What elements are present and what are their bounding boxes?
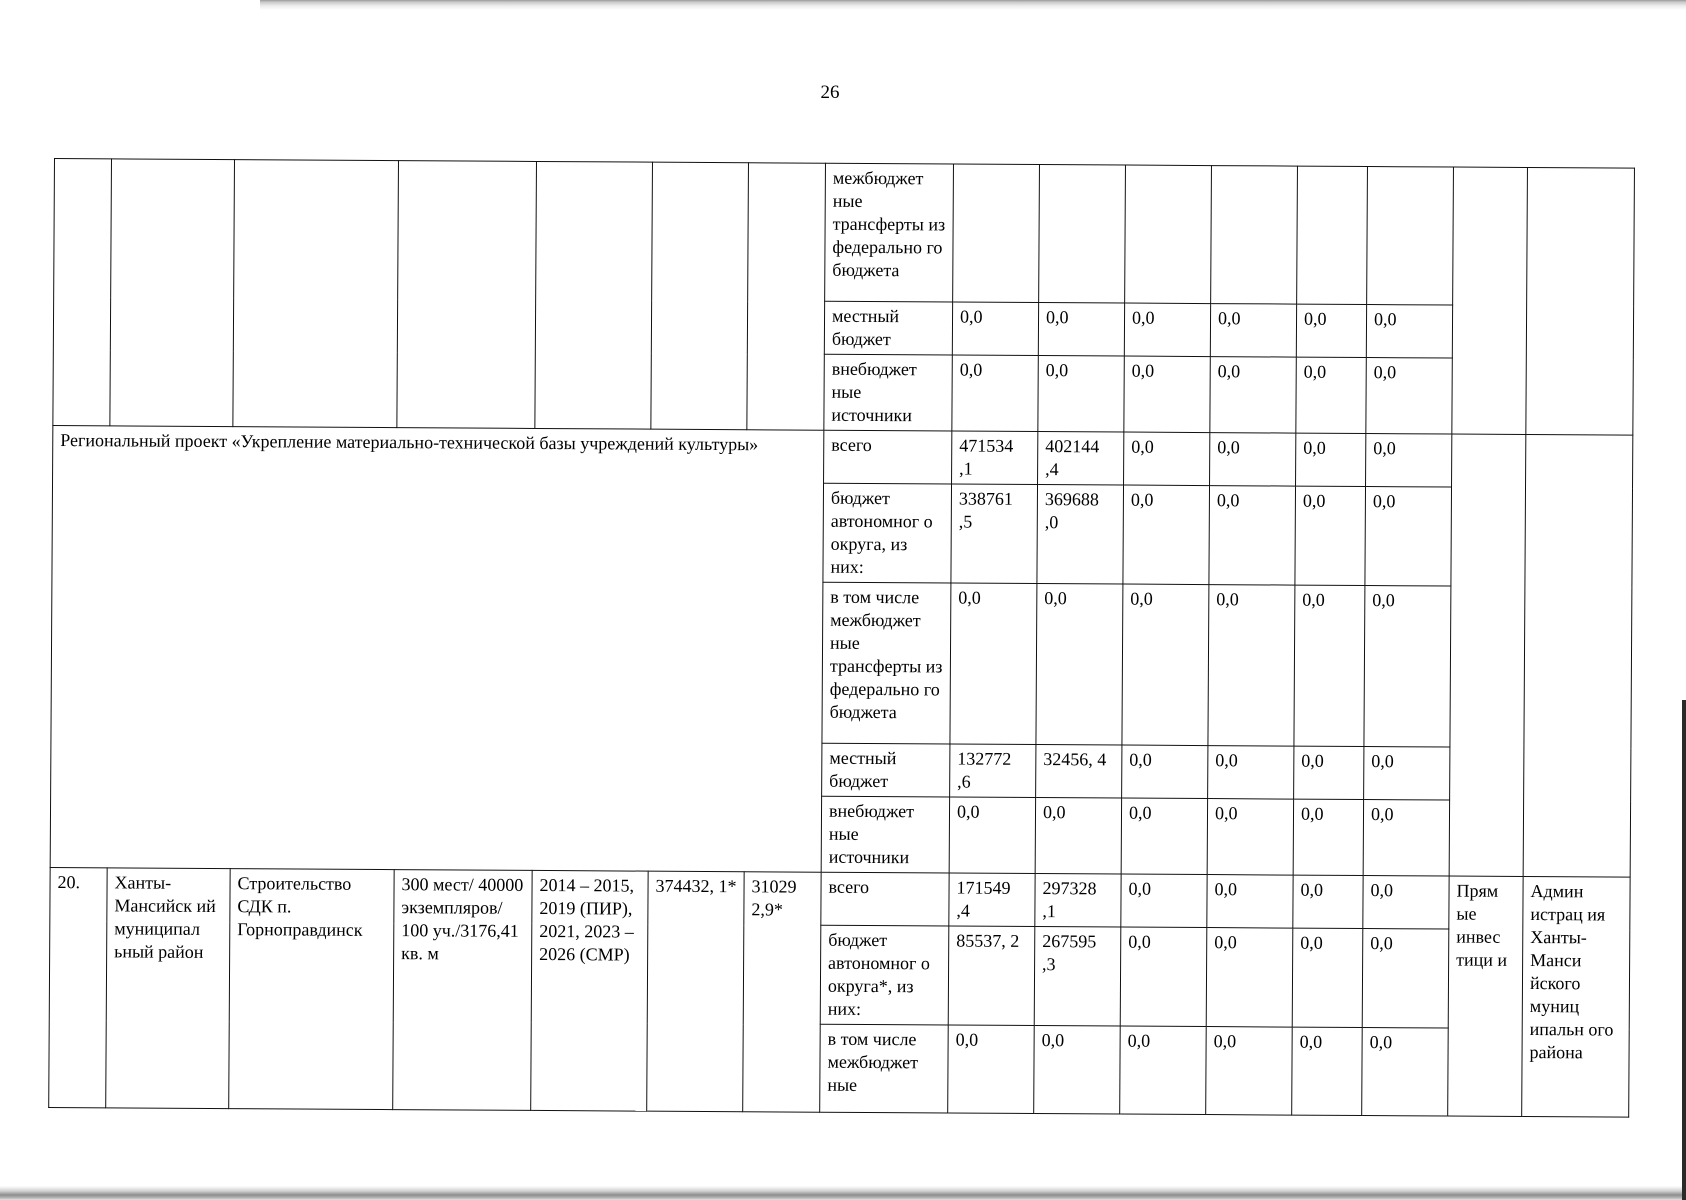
empty-cell (1452, 167, 1528, 434)
value-cell: 0,0 (1121, 874, 1207, 928)
value-cell: 0,0 (1206, 928, 1293, 1028)
funding-source-cell: межбюджет ные трансферты из федерально го бюджета (825, 163, 954, 302)
value-cell: 471534 ,1 (952, 431, 1038, 485)
value-cell (1211, 166, 1298, 305)
funding-source-cell: бюджет автономног о округа*, из них: (820, 925, 949, 1025)
value-cell: 0,0 (1296, 304, 1366, 357)
value-cell: 0,0 (1365, 487, 1452, 587)
value-cell: 0,0 (1366, 305, 1452, 359)
funding-source-cell: внебюджет ные источники (821, 796, 949, 873)
object-name-cell: Строительство СДК п. Горноправдинск (229, 869, 394, 1110)
value-cell: 0,0 (1208, 746, 1294, 800)
value-cell: 0,0 (1362, 1028, 1449, 1117)
municipality-cell: Ханты-Мансийск ий муниципал ьный район (106, 868, 230, 1109)
value-cell: 0,0 (1121, 798, 1207, 875)
value-cell: 0,0 (1366, 358, 1452, 435)
value-cell: 0,0 (1210, 433, 1296, 487)
empty-cell (651, 162, 749, 430)
value-cell: 0,0 (1292, 928, 1363, 1027)
value-cell: 0,0 (1123, 485, 1210, 585)
scan-edge-bottom (0, 1186, 1686, 1200)
period-cell: 2014 – 2015, 2019 (ПИР), 2021, 2023 – 2026 (СМР) (531, 870, 648, 1111)
responsible-cell: Админ истрац ия Ханты-Манси йского муниц ипальн ого района (1522, 876, 1630, 1117)
funding-source-cell: внебюджет ные источники (824, 354, 952, 431)
value-cell: 0,0 (1293, 875, 1363, 928)
value-cell: 0,0 (1296, 357, 1366, 433)
value-cell: 0,0 (1124, 303, 1210, 357)
empty-cell (747, 163, 826, 430)
empty-cell (110, 159, 235, 427)
value-cell: 132772 ,6 (950, 744, 1036, 798)
value-cell: 0,0 (1292, 1027, 1363, 1115)
value-cell: 0,0 (1208, 585, 1295, 747)
empty-cell (1523, 434, 1633, 877)
value-cell: 0,0 (1364, 747, 1450, 801)
table-row (53, 425, 1633, 488)
value-cell: 0,0 (1294, 746, 1364, 799)
empty-cell (397, 161, 537, 429)
budget-table (48, 158, 1635, 1118)
funding-source-cell: в том числе межбюджет ные трансферты из федерально го бюджета (822, 582, 951, 744)
funding-source-cell: местный бюджет (824, 301, 952, 355)
value-cell (1297, 166, 1368, 304)
value-cell: 0,0 (952, 302, 1038, 356)
capacity-cell: 300 мест/ 40000 экземпляров/ 100 уч./3176,41 кв. м (393, 870, 532, 1111)
value-cell: 369688 ,0 (1037, 485, 1124, 585)
empty-cell (1526, 168, 1635, 436)
value-cell: 0,0 (1122, 584, 1209, 746)
value-cell: 0,0 (1036, 584, 1123, 746)
funding-source-cell: всего (821, 872, 949, 926)
value-cell: 0,0 (948, 1025, 1035, 1114)
value-cell: 0,0 (1296, 433, 1366, 486)
value-cell: 0,0 (949, 797, 1035, 874)
value-cell: 0,0 (1294, 585, 1365, 746)
table-row (54, 159, 1635, 307)
value-cell: 0,0 (1363, 876, 1449, 930)
funding-source-cell: всего (824, 430, 952, 484)
item-number: 20. (49, 867, 107, 1107)
empty-cell (53, 159, 112, 426)
funding-source-cell: бюджет автономног о округа, из них: (823, 483, 952, 583)
cost-remaining-cell: 31029 2,9* (743, 872, 821, 1112)
value-cell: 0,0 (1366, 434, 1452, 488)
value-cell: 0,0 (1295, 486, 1366, 585)
value-cell: 0,0 (1207, 875, 1293, 929)
value-cell: 0,0 (1210, 357, 1296, 434)
value-cell: 171549 ,4 (949, 873, 1035, 927)
empty-cell (535, 161, 653, 429)
value-cell: 0,0 (1034, 1026, 1121, 1115)
value-cell (1125, 165, 1212, 304)
funding-source-cell: местный бюджет (822, 743, 950, 797)
scan-edge-top (260, 0, 1686, 10)
value-cell: 297328 ,1 (1035, 874, 1121, 928)
value-cell: 0,0 (1122, 745, 1208, 799)
cost-estimate-cell: 374432, 1* (647, 871, 744, 1112)
value-cell: 0,0 (1210, 304, 1296, 358)
value-cell: 0,0 (1362, 929, 1449, 1029)
value-cell: 0,0 (1038, 303, 1124, 357)
value-cell (953, 164, 1040, 303)
empty-cell (1449, 434, 1526, 876)
value-cell: 0,0 (1209, 486, 1296, 586)
value-cell: 32456, 4 (1036, 745, 1122, 799)
scan-edge-right (1682, 700, 1686, 1200)
value-cell: 0,0 (1364, 586, 1451, 748)
value-cell: 0,0 (1124, 432, 1210, 486)
value-cell: 0,0 (952, 355, 1038, 432)
value-cell: 0,0 (1038, 356, 1124, 433)
value-cell: 0,0 (1363, 800, 1449, 877)
value-cell: 267595 ,3 (1034, 927, 1121, 1027)
value-cell: 0,0 (950, 583, 1037, 745)
value-cell: 0,0 (1120, 927, 1207, 1027)
value-cell: 0,0 (1207, 799, 1293, 876)
value-cell: 85537, 2 (948, 926, 1035, 1026)
page-number: 26 (820, 82, 840, 103)
value-cell: 0,0 (1120, 1026, 1207, 1115)
value-cell (1039, 165, 1126, 304)
mechanism-cell: Прям ые инвес тици и (1448, 876, 1523, 1116)
value-cell: 402144 ,4 (1038, 432, 1124, 486)
value-cell (1367, 167, 1454, 306)
value-cell: 0,0 (1035, 798, 1121, 875)
value-cell: 338761 ,5 (951, 484, 1038, 584)
empty-cell (233, 160, 399, 428)
funding-source-cell: в том числе межбюджет ные (820, 1024, 949, 1113)
value-cell: 0,0 (1206, 1027, 1293, 1116)
value-cell: 0,0 (1124, 356, 1210, 433)
table-row (50, 867, 1630, 930)
value-cell: 0,0 (1293, 799, 1363, 875)
regional-project-title: Региональный проект «Укрепление материально-технической базы учреждений культуры» (50, 425, 824, 872)
